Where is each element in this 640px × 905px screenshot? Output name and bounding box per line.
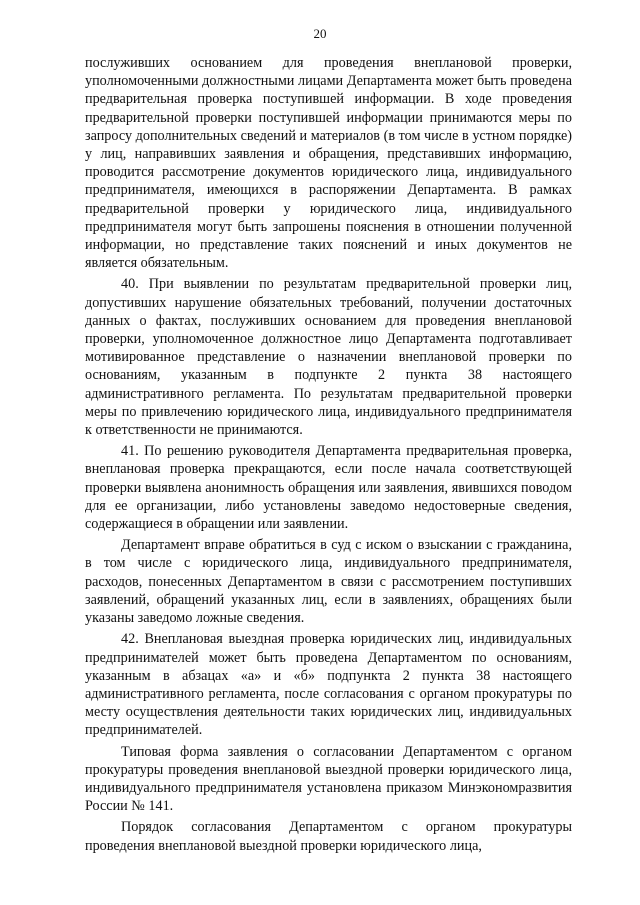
paragraph-42: 42. Внеплановая выездная проверка юридических лиц, индивидуальных предпринимателей может быть проведена Департаментом по основаниям, указанным в абзацах «а» и «б» подпункта 2 пункта 38 настоящего административного регламента, после согласования с органом прокуратуры по месту осуществления деятельности таких юридических лиц, индивидуальных предпринимателей. — [85, 631, 572, 739]
paragraph-standard-form: Типовая форма заявления о согласовании Департаментом с органом прокуратуры проведения внеплановой выездной проверки юридического лица, индивидуального предпринимателя установлена приказом Минэкономразвития России № 141. — [85, 743, 572, 815]
body-text — [85, 54, 572, 858]
paragraph-approval-procedure: Порядок согласования Департаментом с органом прокуратуры проведения внеплановой выездной проверки юридического лица, — [85, 819, 572, 854]
paragraph-41: 41. По решению руководителя Департамента предварительная проверка, внеплановая проверка прекращаются, если после начала соответствующей проверки выявлена анонимность обращения или заявления, явившихся поводом для ее организации, либо установлены заведомо недостоверные сведения, содержащиеся в обращении или заявлении. — [85, 443, 572, 533]
page-number: 20 — [313, 26, 327, 41]
paragraph-lawsuit: Департамент вправе обратиться в суд с иском о взыскании с гражданина, в том числе с юридического лица, индивидуального предпринимателя, расходов, понесенных Департаментом в связи с рассмотрением поступивших заявлений, обращений указанных лиц, если в заявлениях, обращениях были указаны заведомо ложные сведения. — [85, 537, 572, 627]
paragraph-continuation: послуживших основанием для проведения внеплановой проверки, уполномоченными должностными лицами Департамента может быть проведена предварительная проверка поступившей информации. В ходе проведения предварительной проверки поступившей информации принимаются меры по запросу дополнительных сведений и материалов (в том числе в устном порядке) у лиц, направивших заявления и обращения, представивших информацию, проводится рассмотрение документов юридического лица, индивидуального предпринимателя, имеющихся в распоряжении Департамента. В рамках предварительной проверки у юридического лица, индивидуального предпринимателя могут быть запрошены пояснения в отношении полученной информации, но представление таких пояснений и иных документов не является обязательным. — [85, 55, 572, 272]
paragraph-40: 40. При выявлении по результатам предварительной проверки лиц, допустивших нарушение обязательных требований, получении достаточных данных о фактах, послуживших основанием для проведения внеплановой проверки, уполномоченное должностное лицо Департамента подготавливает мотивированное представление о назначении внеплановой проверки по основаниям, указанным в подпункте 2 пункта 38 настоящего административного регламента. По результатам предварительной проверки меры по привлечению юридического лица, индивидуального предпринимателя к ответственности не принимаются. — [85, 276, 572, 439]
